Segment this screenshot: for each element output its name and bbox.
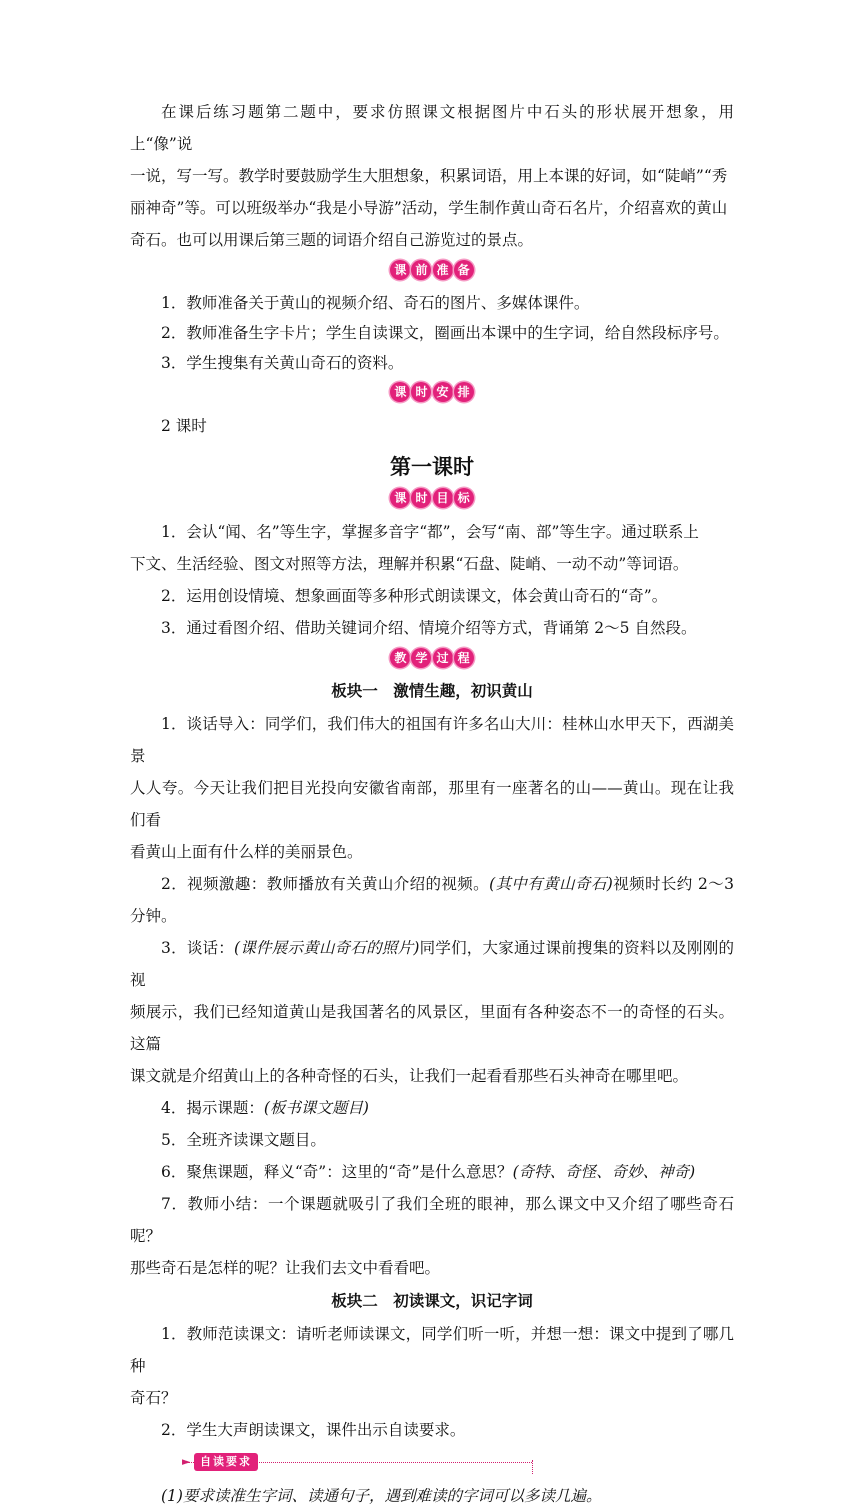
step-text: 4．揭示课题：: [161, 1099, 264, 1117]
step-line: 频展示，我们已经知道黄山是我国著名的风景区，里面有各种姿态不一的奇怪的石头。这篇: [130, 1003, 734, 1053]
badge-char: 准: [433, 260, 453, 280]
badge-char: 安: [433, 382, 453, 402]
intro-line: 一说，写一写。教学时要鼓励学生大胆想象，积累词语，用上本课的好词，如“陡峭”“秀: [130, 167, 728, 185]
schedule-text: 2 课时: [161, 417, 207, 435]
prep-item: 1．教师准备关于黄山的视频介绍、奇石的图片、多媒体课件。: [161, 294, 590, 312]
step-line: 人人夸。今天让我们把目光投向安徽省南部，那里有一座著名的山——黄山。现在让我们看: [130, 779, 734, 829]
teacher-note: (课件展示黄山奇石的照片): [234, 939, 420, 957]
self-read-banner: [130, 1450, 734, 1476]
step-line: 2．学生大声朗读课文，课件出示自读要求。: [161, 1421, 466, 1439]
intro-line: 丽神奇”等。可以班级举办“我是小导游”活动，学生制作黄山奇石名片，介绍喜欢的黄山: [130, 199, 728, 217]
intro-paragraph: [130, 96, 734, 256]
intro-line: 奇石。也可以用课后第三题的词语介绍自己游览过的景点。: [130, 231, 534, 249]
prep-item: 2．教师准备生字卡片；学生自读课文，圈画出本课中的生字词，给自然段标序号。: [161, 324, 729, 342]
step-text: 2．视频激趣：教师播放有关黄山介绍的视频。: [161, 875, 490, 893]
step-text: 3．谈话：: [161, 939, 235, 957]
step-line: 看黄山上面有什么样的美丽景色。: [130, 843, 363, 861]
step-text: 6．聚焦课题，释义“奇”：这里的“奇”是什么意思？: [161, 1163, 513, 1181]
goal-line: 1．会认“闻、名”等生字，掌握多音字“都”，会写“南、部”等生字。通过联系上: [161, 523, 699, 541]
step-line: 奇石？: [130, 1389, 177, 1407]
lesson-title: 第一课时: [390, 455, 474, 479]
badge-char: 课: [390, 488, 410, 508]
section-badge-schedule: [130, 382, 734, 404]
teacher-note: (板书课文题目): [263, 1099, 369, 1117]
document-body: [130, 96, 734, 1512]
step-line: [130, 868, 734, 932]
step-line: [130, 1156, 734, 1188]
badge-char: 目: [433, 488, 453, 508]
intro-line: 在课后练习题第二题中，要求仿照课文根据图片中石头的形状展开想象，用上“像”说: [130, 103, 734, 153]
prep-item: 3．学生搜集有关黄山奇石的资料。: [161, 354, 404, 372]
badge-char: 备: [454, 260, 474, 280]
badge-char: 过: [433, 648, 453, 668]
badge-char: 课: [390, 260, 410, 280]
step-line: 1．教师范读课文：请听老师读课文，同学们听一听，并想一想：课文中提到了哪几种: [130, 1325, 734, 1375]
step-line: 1．谈话导入：同学们，我们伟大的祖国有许多名山大川：桂林山水甲天下，西湖美景: [130, 715, 734, 765]
step-text: 同学们，大家通过课前搜集的资料以及刚刚的视: [130, 939, 734, 989]
goal-line: 2．运用创设情境、想象画面等多种形式朗读课文，体会黄山奇石的“奇”。: [161, 587, 668, 605]
step-text: 视频时长约 2～3 分钟。: [130, 875, 734, 925]
self-read-label: 自读要求: [194, 1453, 258, 1471]
badge-char: 程: [454, 648, 474, 668]
badge-char: 标: [454, 488, 474, 508]
step-line: 课文就是介绍黄山上的各种奇怪的石头，让我们一起看看那些石头神奇在哪里吧。: [130, 1067, 689, 1085]
step-line: 那些奇石是怎样的呢？让我们去文中看看吧。: [130, 1259, 441, 1277]
badge-char: 排: [454, 382, 474, 402]
requirement-item: (1)要求读准生字词、读通句子，遇到难读的字词可以多读几遍。: [161, 1487, 602, 1505]
section-badge-prep: [130, 260, 734, 282]
badge-char: 学: [411, 648, 431, 668]
arrow-right-icon: ►: [182, 1455, 191, 1468]
goal-line: 3．通过看图介绍、借助关键词介绍、情境介绍等方式，背诵第 2～5 自然段。: [161, 619, 697, 637]
badge-char: 时: [411, 382, 431, 402]
step-line: [130, 1092, 734, 1124]
section-badge-goals: [130, 488, 734, 510]
teacher-note: (其中有黄山奇石): [489, 875, 613, 893]
block-one-title: 板块一 激情生趣，初识黄山: [331, 682, 533, 700]
step-line: [130, 932, 734, 996]
badge-char: 教: [390, 648, 410, 668]
teacher-note: (奇特、奇怪、奇妙、神奇): [512, 1163, 696, 1181]
block-two-title: 板块二 初读课文，识记字词: [331, 1292, 533, 1310]
section-badge-process: [130, 648, 734, 670]
badge-char: 课: [390, 382, 410, 402]
step-line: 7．教师小结：一个课题就吸引了我们全班的眼神，那么课文中又介绍了哪些奇石呢？: [130, 1195, 734, 1245]
step-line: 5．全班齐读课文题目。: [161, 1131, 326, 1149]
goal-line: 下文、生活经验、图文对照等方法，理解并积累“石盘、陡峭、一动不动”等词语。: [130, 555, 689, 573]
badge-char: 前: [411, 260, 431, 280]
badge-char: 时: [411, 488, 431, 508]
dotted-rule-end: [532, 1460, 533, 1474]
